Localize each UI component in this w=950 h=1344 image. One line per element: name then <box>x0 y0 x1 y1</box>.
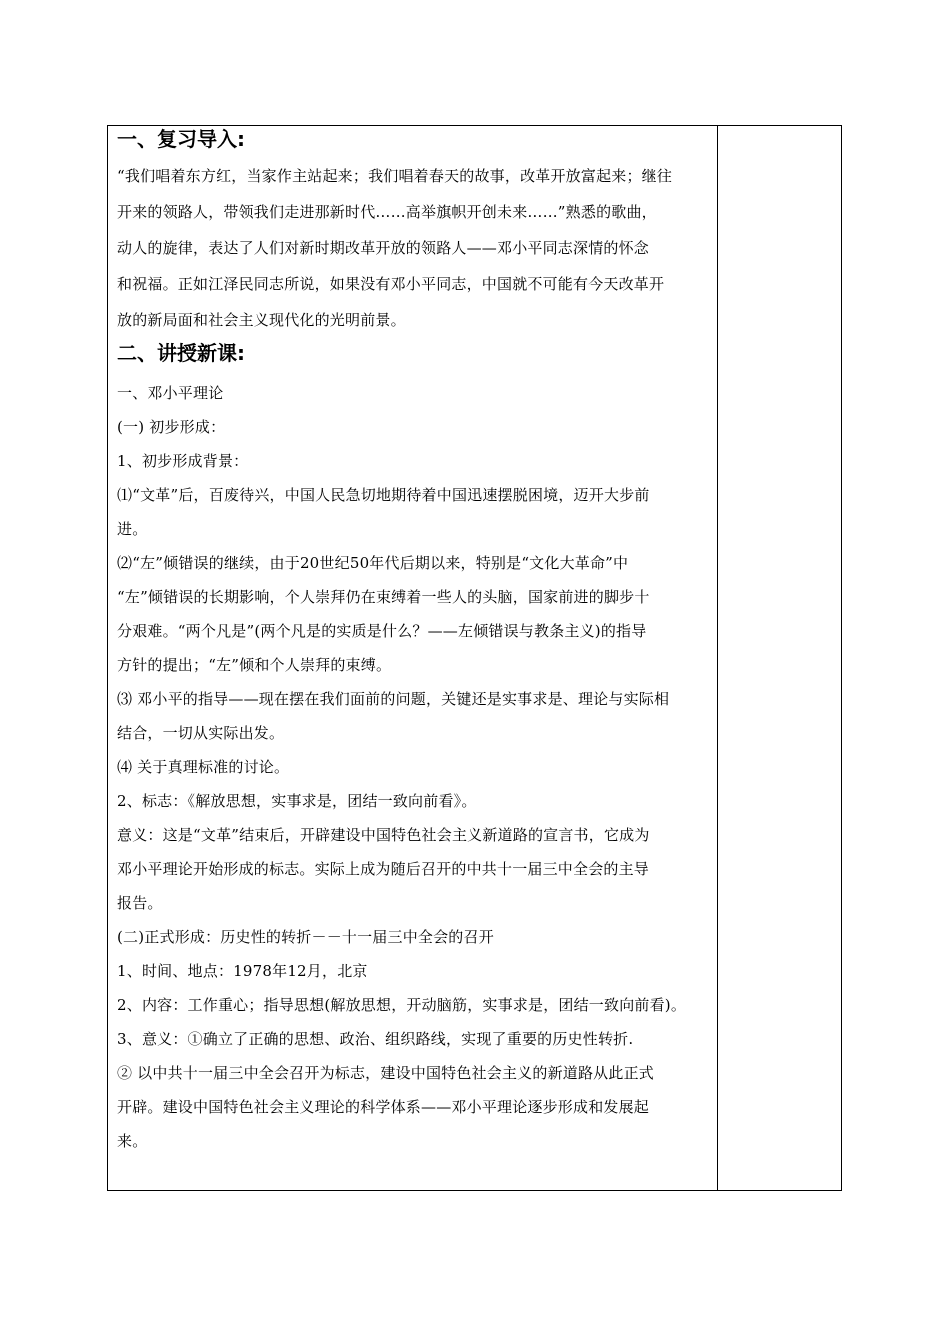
text-line: 开辟。建设中国特色社会主义理论的科学体系——邓小平理论逐步形成和发展起 <box>117 1098 650 1116</box>
text-line: ② 以中共十一届三中全会召开为标志，建设中国特色社会主义的新道路从此正式 <box>117 1064 654 1082</box>
text-line: 方针的提出；“左”倾和个人崇拜的束缚。 <box>117 656 392 674</box>
text-line: ⑵“左”倾错误的继续，由于20世纪50年代后期以来，特别是“文化大革命”中 <box>117 554 629 572</box>
lesson-content-cell <box>108 126 718 1190</box>
text-line: 意义：这是“文革”结束后，开辟建设中国特色社会主义新道路的宣言书，它成为 <box>117 826 650 844</box>
text-line: 2、标志：《解放思想，实事求是，团结一致向前看》。 <box>117 792 477 810</box>
section-heading-review: 一、复习导入: <box>117 127 245 151</box>
text-line: 1、初步形成背景： <box>117 452 249 470</box>
new-lesson-body <box>117 376 709 1158</box>
text-line: 报告。 <box>117 894 163 912</box>
lesson-table <box>107 125 842 1191</box>
paragraph-line: 开来的领路人，带领我们走进那新时代……高举旗帜开创未来……”熟悉的歌曲， <box>117 203 657 221</box>
section-heading-new-lesson: 二、讲授新课: <box>117 341 245 365</box>
paragraph-line: 动人的旋律，表达了人们对新时期改革开放的领路人——邓小平同志深情的怀念 <box>117 239 650 257</box>
paragraph-line: 放的新局面和社会主义现代化的光明前景。 <box>117 311 406 329</box>
text-line: 来。 <box>117 1132 148 1150</box>
text-line: 一、邓小平理论 <box>117 384 224 402</box>
text-line: “左”倾错误的长期影响，个人崇拜仍在束缚着一些人的头脑，国家前进的脚步十 <box>117 588 650 606</box>
paragraph-line: 和祝福。正如江泽民同志所说，如果没有邓小平同志，中国就不可能有今天改革开 <box>117 275 665 293</box>
review-paragraph <box>117 158 709 338</box>
text-line: 邓小平理论开始形成的标志。实际上成为随后召开的中共十一届三中全会的主导 <box>117 860 650 878</box>
notes-cell <box>718 126 841 1190</box>
text-line: (一) 初步形成： <box>117 418 226 436</box>
text-line: 3、意义：①确立了正确的思想、政治、组织路线，实现了重要的历史性转折. <box>117 1030 634 1048</box>
paragraph-line: “我们唱着东方红，当家作主站起来；我们唱着春天的故事，改革开放富起来；继往 <box>117 167 673 185</box>
text-line: 分艰难。“两个凡是”(两个凡是的实质是什么？——左倾错误与教条主义)的指导 <box>117 622 647 640</box>
text-line: 进。 <box>117 520 148 538</box>
text-line: ⑶ 邓小平的指导——现在摆在我们面前的问题，关键还是实事求是、理论与实际相 <box>117 690 670 708</box>
text-line: ⑴“文革”后，百废待兴，中国人民急切地期待着中国迅速摆脱困境，迈开大步前 <box>117 486 650 504</box>
text-line: 1、时间、地点：1978年12月，北京 <box>117 962 368 980</box>
text-line: 2、内容：工作重心；指导思想(解放思想，开动脑筋，实事求是，团结一致向前看)。 <box>117 996 687 1014</box>
text-line: 结合，一切从实际出发。 <box>117 724 285 742</box>
text-line: ⑷ 关于真理标准的讨论。 <box>117 758 290 776</box>
text-line: (二)正式形成：历史性的转折－－十一届三中全会的召开 <box>117 928 494 946</box>
